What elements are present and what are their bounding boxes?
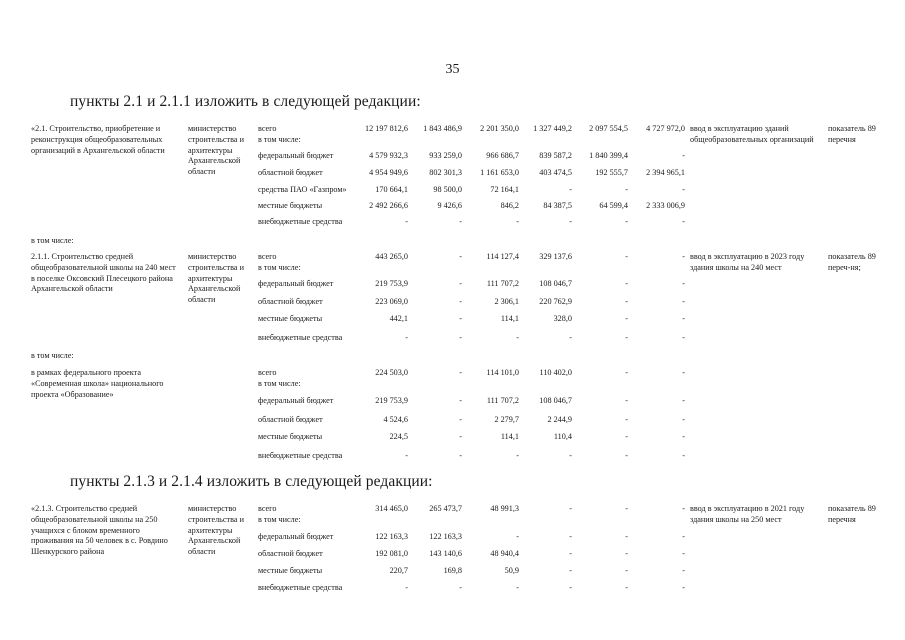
funding-value: - <box>682 297 685 306</box>
funding-value: - <box>516 451 519 460</box>
funding-value: - <box>682 451 685 460</box>
funding-value: - <box>459 583 462 592</box>
indicator: показатель 89 переч-ня; <box>828 252 876 272</box>
funding-source: всего в том числе: <box>258 252 301 272</box>
funding-value: - <box>625 432 628 441</box>
funding-value: 220 762,9 <box>539 297 572 306</box>
funding-value: 143 140,6 <box>429 549 462 558</box>
funding-value: 839 587,2 <box>539 151 572 160</box>
funding-value: - <box>625 217 628 226</box>
funding-value: - <box>569 333 572 342</box>
funding-value: 443 265,0 <box>375 252 408 261</box>
page-number: 35 <box>445 62 460 77</box>
funding-value: 114,1 <box>500 432 519 441</box>
funding-value: 111 707,2 <box>486 279 519 288</box>
funding-source: средства ПАО «Газпром» <box>258 185 347 194</box>
funding-value: - <box>459 333 462 342</box>
funding-value: - <box>569 451 572 460</box>
funding-value: 110 402,0 <box>539 368 572 377</box>
funding-value: 314 465,0 <box>375 504 408 513</box>
funding-value: - <box>459 217 462 226</box>
funding-value: - <box>682 252 685 261</box>
funding-value: - <box>516 583 519 592</box>
funding-source: всего в том числе: <box>258 124 301 144</box>
funding-value: - <box>625 297 628 306</box>
funding-value: - <box>569 217 572 226</box>
funding-value: 846,2 <box>500 201 519 210</box>
funding-value: - <box>625 314 628 323</box>
section-heading-1: пункты 2.1 и 2.1.1 изложить в следующей редакции: <box>70 93 421 110</box>
funding-value: - <box>682 314 685 323</box>
funding-value: - <box>625 252 628 261</box>
funding-value: 2 492 266,6 <box>369 201 408 210</box>
funding-value: 265 473,7 <box>429 504 462 513</box>
funding-value: 169,8 <box>443 566 462 575</box>
funding-value: - <box>459 297 462 306</box>
funding-source: местные бюджеты <box>258 201 323 210</box>
indicator: показатель 89 перечня <box>828 124 876 144</box>
funding-source: федеральный бюджет <box>258 279 334 288</box>
funding-value: - <box>682 279 685 288</box>
funding-value: - <box>625 279 628 288</box>
funding-value: 224 503,0 <box>375 368 408 377</box>
funding-value: - <box>682 396 685 405</box>
funding-source: областной бюджет <box>258 297 323 306</box>
funding-value: 4 524,6 <box>383 415 408 424</box>
funding-value: - <box>569 549 572 558</box>
funding-value: - <box>459 451 462 460</box>
funding-value: 1 843 486,9 <box>423 124 462 133</box>
funding-value: 223 069,0 <box>375 297 408 306</box>
funding-value: 4 579 932,3 <box>369 151 408 160</box>
funding-value: 1 161 653,0 <box>480 168 519 177</box>
funding-value: - <box>516 333 519 342</box>
funding-value: - <box>459 368 462 377</box>
funding-value: 114 101,0 <box>486 368 519 377</box>
funding-source: местные бюджеты <box>258 314 323 323</box>
funding-value: 328,0 <box>553 314 572 323</box>
funding-value: 1 840 399,4 <box>589 151 628 160</box>
funding-source: внебюджетные средства <box>258 583 343 592</box>
responsible-org: министерство строительства и архитектуры Архангельской области <box>188 252 244 305</box>
funding-value: - <box>459 432 462 441</box>
funding-value: - <box>682 217 685 226</box>
measure-name: 2.1.1. Строительство средней общеобразовательной школы на 240 мест в поселке Оксовский Плесецкого района Архангельской области <box>31 252 176 294</box>
funding-value: - <box>459 396 462 405</box>
funding-source: внебюджетные средства <box>258 217 343 226</box>
funding-source: областной бюджет <box>258 549 323 558</box>
funding-value: 192 081,0 <box>375 549 408 558</box>
funding-value: 802 301,3 <box>429 168 462 177</box>
funding-value: 403 474,5 <box>539 168 572 177</box>
funding-value: 192 555,7 <box>595 168 628 177</box>
funding-value: - <box>625 549 628 558</box>
funding-value: - <box>516 532 519 541</box>
funding-value: - <box>682 333 685 342</box>
funding-value: 442,1 <box>389 314 408 323</box>
funding-value: 966 686,7 <box>486 151 519 160</box>
funding-value: - <box>682 185 685 194</box>
funding-value: 2 244,9 <box>547 415 572 424</box>
funding-source: федеральный бюджет <box>258 532 334 541</box>
funding-value: 114,1 <box>500 314 519 323</box>
indicator: показатель 89 перечня <box>828 504 876 524</box>
funding-value: - <box>516 217 519 226</box>
funding-value: 933 259,0 <box>429 151 462 160</box>
funding-value: 48 940,4 <box>490 549 519 558</box>
in-that-number-label: в том числе: <box>31 351 74 360</box>
funding-value: - <box>405 333 408 342</box>
measure-name: в рамках федерального проекта «Современная школа» национального проекта «Образование» <box>31 368 164 399</box>
funding-source: внебюджетные средства <box>258 451 343 460</box>
funding-value: 170 664,1 <box>375 185 408 194</box>
funding-value: 2 279,7 <box>494 415 519 424</box>
funding-value: - <box>569 566 572 575</box>
measure-name: «2.1. Строительство, приобретение и реконструкция общеобразовательных организаций в Архангельской области <box>31 124 165 155</box>
expected-result: ввод в эксплуатацию в 2023 году здания школы на 240 мест <box>690 252 805 272</box>
funding-value: - <box>682 504 685 513</box>
funding-source: областной бюджет <box>258 168 323 177</box>
funding-value: 108 046,7 <box>539 279 572 288</box>
funding-value: 84 387,5 <box>543 201 572 210</box>
funding-value: 72 164,1 <box>490 185 519 194</box>
expected-result: ввод в эксплуатацию в 2021 году здания школы на 250 мест <box>690 504 805 524</box>
funding-value: 219 753,9 <box>375 396 408 405</box>
funding-value: - <box>682 566 685 575</box>
funding-value: 219 753,9 <box>375 279 408 288</box>
funding-value: 12 197 812,6 <box>365 124 408 133</box>
measure-name: «2.1.3. Строительство средней общеобразовательной школы на 250 учащихся с блоком временного проживания на 50 человек в с. Ровдино Шенкурского района <box>31 504 168 557</box>
funding-value: - <box>569 504 572 513</box>
funding-source: федеральный бюджет <box>258 396 334 405</box>
funding-value: - <box>405 217 408 226</box>
funding-value: - <box>459 314 462 323</box>
funding-value: 329 137,6 <box>539 252 572 261</box>
funding-value: 224,5 <box>389 432 408 441</box>
funding-value: - <box>625 333 628 342</box>
funding-value: 48 991,3 <box>490 504 519 513</box>
funding-value: - <box>459 252 462 261</box>
funding-source: всего в том числе: <box>258 368 301 388</box>
funding-value: 98 500,0 <box>433 185 462 194</box>
funding-value: 4 954 949,6 <box>369 168 408 177</box>
funding-value: 220,7 <box>389 566 408 575</box>
responsible-org: министерство строительства и архитектуры Архангельской области <box>188 504 244 557</box>
funding-value: 114 127,4 <box>486 252 519 261</box>
funding-value: 122 163,3 <box>375 532 408 541</box>
funding-value: 50,9 <box>504 566 519 575</box>
funding-value: - <box>682 583 685 592</box>
funding-value: - <box>625 396 628 405</box>
funding-value: - <box>682 415 685 424</box>
funding-value: - <box>405 583 408 592</box>
funding-value: - <box>625 185 628 194</box>
funding-value: - <box>625 566 628 575</box>
funding-value: - <box>459 279 462 288</box>
funding-value: 4 727 972,0 <box>646 124 685 133</box>
funding-source: федеральный бюджет <box>258 151 334 160</box>
funding-value: - <box>625 532 628 541</box>
funding-source: областной бюджет <box>258 415 323 424</box>
responsible-org: министерство строительства и архитектуры Архангельской области <box>188 124 244 177</box>
funding-value: 111 707,2 <box>486 396 519 405</box>
expected-result: ввод в эксплуатацию зданий общеобразовательных организаций <box>690 124 814 144</box>
funding-value: 2 333 006,9 <box>646 201 685 210</box>
section-heading-2: пункты 2.1.3 и 2.1.4 изложить в следующей редакции: <box>70 473 433 490</box>
funding-value: - <box>682 432 685 441</box>
funding-value: - <box>569 185 572 194</box>
funding-value: - <box>625 504 628 513</box>
funding-value: 1 327 449,2 <box>533 124 572 133</box>
funding-value: - <box>682 368 685 377</box>
funding-value: 9 426,6 <box>437 201 462 210</box>
funding-value: 2 306,1 <box>494 297 519 306</box>
funding-value: - <box>625 583 628 592</box>
funding-value: 64 599,4 <box>599 201 628 210</box>
funding-source: местные бюджеты <box>258 566 323 575</box>
funding-value: - <box>459 415 462 424</box>
in-that-number-label: в том числе: <box>31 236 74 245</box>
funding-value: - <box>625 415 628 424</box>
funding-source: внебюджетные средства <box>258 333 343 342</box>
funding-value: 122 163,3 <box>429 532 462 541</box>
funding-value: - <box>682 532 685 541</box>
funding-value: 2 097 554,5 <box>589 124 628 133</box>
funding-value: - <box>682 151 685 160</box>
funding-value: - <box>569 532 572 541</box>
funding-value: - <box>405 451 408 460</box>
funding-source: всего в том числе: <box>258 504 301 524</box>
funding-value: 2 201 350,0 <box>480 124 519 133</box>
funding-value: 110,4 <box>553 432 572 441</box>
funding-source: местные бюджеты <box>258 432 323 441</box>
funding-value: 2 394 965,1 <box>646 168 685 177</box>
funding-value: - <box>682 549 685 558</box>
funding-value: 108 046,7 <box>539 396 572 405</box>
funding-value: - <box>625 368 628 377</box>
funding-value: - <box>625 451 628 460</box>
funding-value: - <box>569 583 572 592</box>
